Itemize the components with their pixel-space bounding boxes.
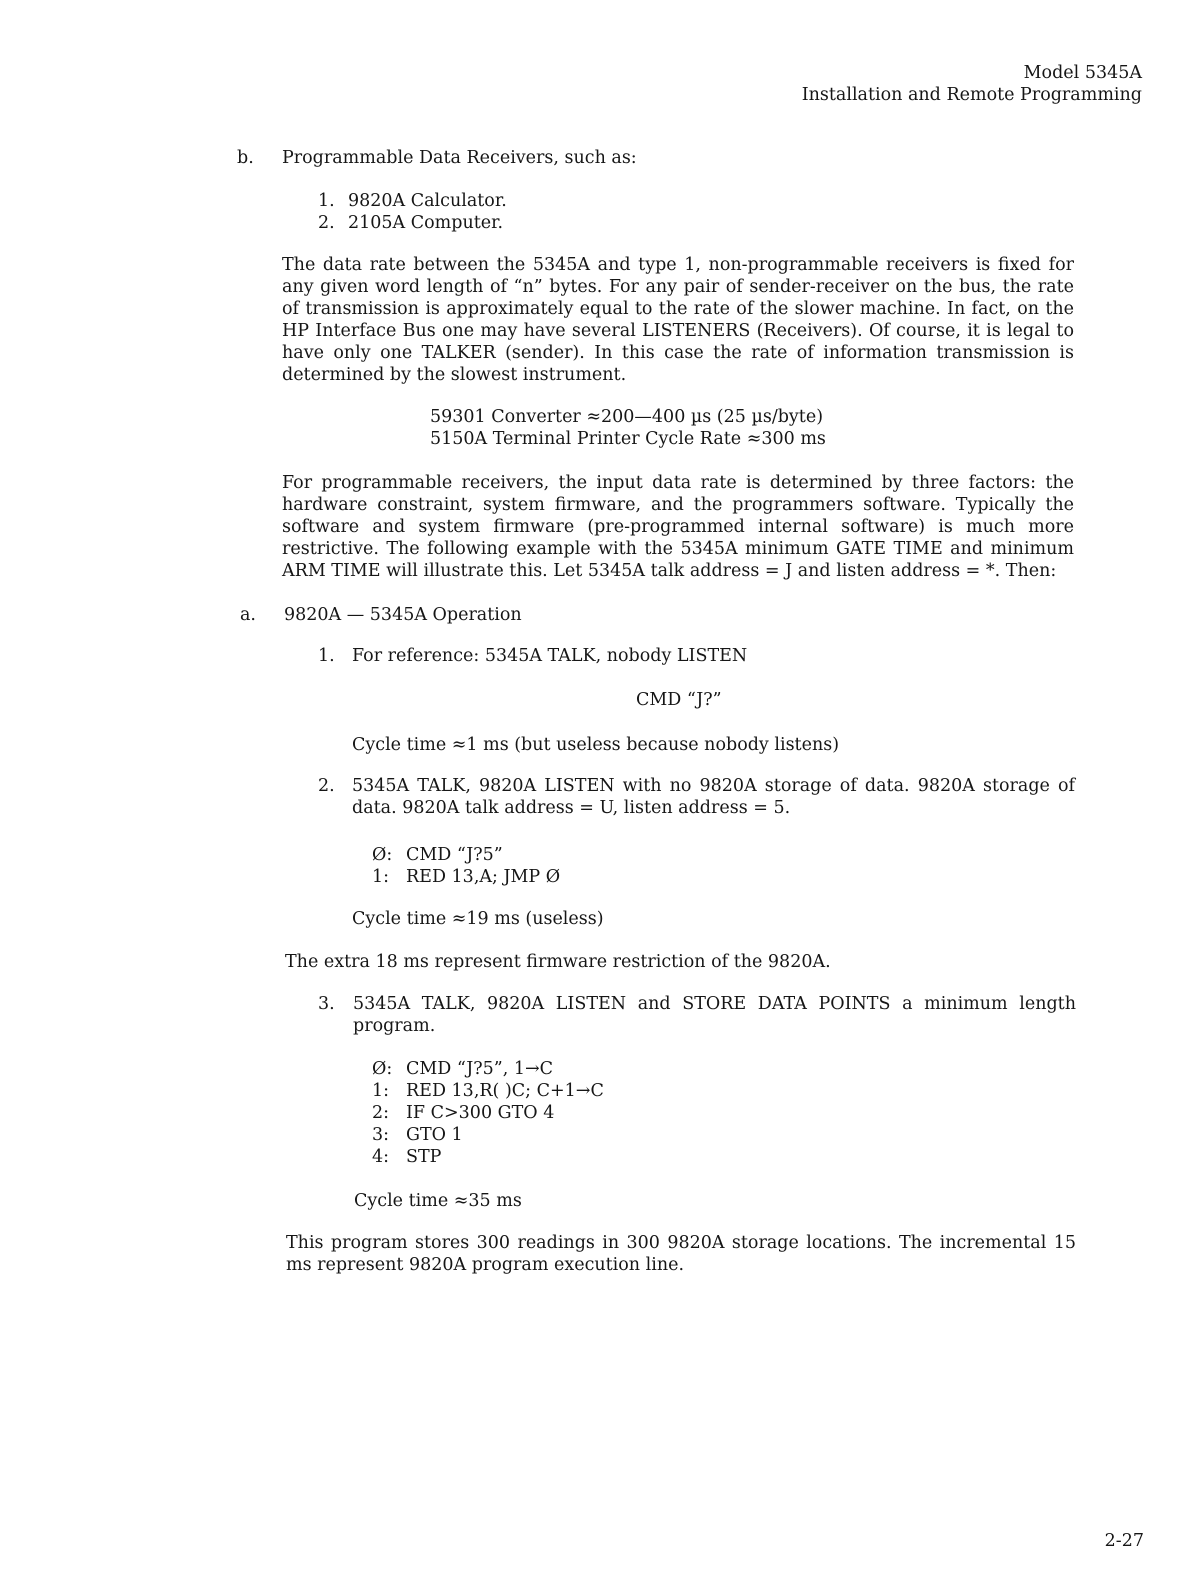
code-line-text: RED 13,R( )C; C+1→C <box>406 1081 604 1101</box>
code-line-text: CMD “J?5” <box>406 845 503 865</box>
code-line-text: IF C>300 GTO 4 <box>406 1103 555 1123</box>
header-model: Model 5345A <box>1023 63 1142 83</box>
code-line-text: GTO 1 <box>406 1125 463 1145</box>
code-line-number: Ø: <box>372 1059 393 1079</box>
page-number: 2-27 <box>1104 1531 1144 1551</box>
section-a-marker: a. <box>240 605 256 625</box>
code-line <box>372 1124 463 1146</box>
code-line-number: 4: <box>372 1147 390 1167</box>
paragraph-final: This program stores 300 readings in 300 9820A storage locations. The incremental 15 ms represent 9820A program execution line. <box>286 1233 1076 1275</box>
list-item: 9820A Calculator. <box>348 191 507 211</box>
list-item-number: 2. <box>318 213 335 233</box>
code-line-number: 3: <box>372 1125 390 1145</box>
code-line-number: 1: <box>372 1081 390 1101</box>
code-line <box>372 844 503 866</box>
code-line <box>372 1080 604 1102</box>
paragraph-programmable: For programmable receivers, the input data rate is determined by three factors: the hardware constraint, system firmware, and the programmers software. Typically the software and system firmware (pre-programmed internal software) is much more restrictive. The following example with the 5345A minimum GATE TIME and minimum ARM TIME will illustrate this. Let 5345A talk address = J and listen address = *. Then: <box>282 473 1074 581</box>
paragraph-extra: The extra 18 ms represent firmware restriction of the 9820A. <box>285 952 831 972</box>
command-line: CMD “J?” <box>636 690 722 710</box>
code-line <box>372 866 560 888</box>
paragraph-data-rate: The data rate between the 5345A and type 1, non-programmable receivers is fixed for any given word length of “n” bytes. For any pair of sender-receiver on the bus, the rate of transmission is approximately equal to the rate of the slower machine. In fact, on the HP Interface Bus one may have several LISTENERS (Receivers). Of course, it is legal to have only one TALKER (sender). In this case the rate of information transmission is determined by the slowest instrument. <box>282 255 1074 385</box>
code-line <box>372 1058 553 1080</box>
step-number: 3. <box>318 994 335 1014</box>
section-a-title: 9820A — 5345A Operation <box>284 605 522 625</box>
code-line-number: 1: <box>372 867 390 887</box>
section-b-title: Programmable Data Receivers, such as: <box>282 148 637 168</box>
cycle-time: Cycle time ≈1 ms (but useless because nobody listens) <box>352 735 840 755</box>
rate-line: 59301 Converter ≈200—400 µs (25 µs/byte) <box>430 407 824 427</box>
list-item: 2105A Computer. <box>348 213 504 233</box>
cycle-time: Cycle time ≈19 ms (useless) <box>352 909 604 929</box>
code-line-number: 2: <box>372 1103 390 1123</box>
section-b-marker: b. <box>237 148 254 168</box>
step-text: 5345A TALK, 9820A LISTEN with no 9820A storage of data. 9820A storage of data. 9820A talk address = U, listen address = 5. <box>352 776 1075 818</box>
step-number: 1. <box>318 646 335 666</box>
rate-line: 5150A Terminal Printer Cycle Rate ≈300 ms <box>430 429 826 449</box>
header-section: Installation and Remote Programming <box>801 85 1142 105</box>
code-line-number: Ø: <box>372 845 393 865</box>
code-line-text: CMD “J?5”, 1→C <box>406 1059 554 1079</box>
code-line <box>372 1146 441 1168</box>
step-text: 5345A TALK, 9820A LISTEN and STORE DATA POINTS a minimum length program. <box>353 994 1076 1036</box>
code-line-text: RED 13,A; JMP Ø <box>406 867 561 887</box>
code-line <box>372 1102 554 1124</box>
list-item-number: 1. <box>318 191 335 211</box>
step-number: 2. <box>318 776 335 796</box>
step-text: For reference: 5345A TALK, nobody LISTEN <box>352 646 748 666</box>
cycle-time: Cycle time ≈35 ms <box>354 1191 522 1211</box>
code-line-text: STP <box>406 1147 442 1167</box>
